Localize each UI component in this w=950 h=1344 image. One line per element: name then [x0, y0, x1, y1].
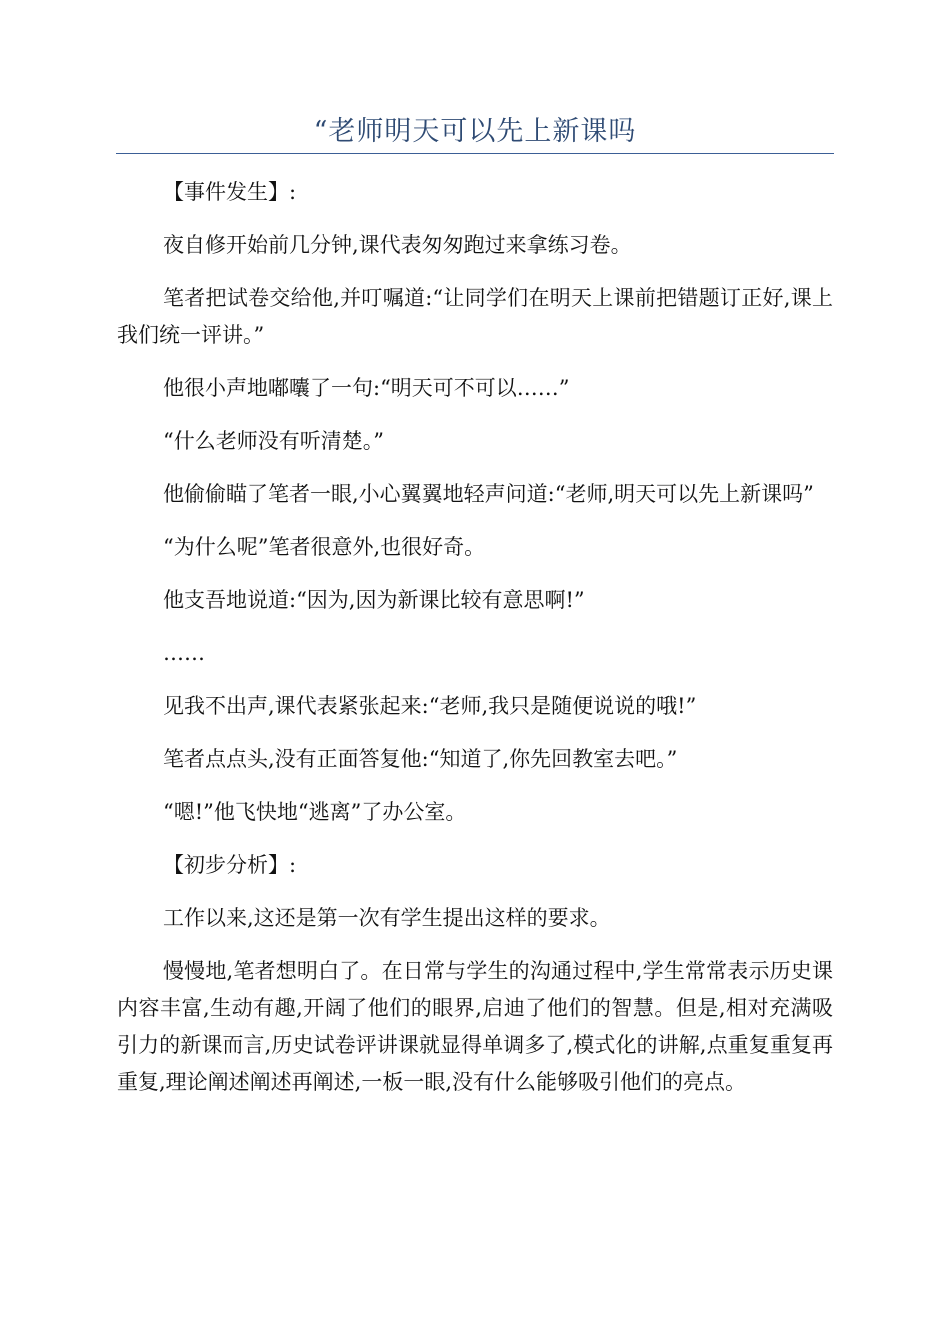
paragraph: 工作以来,这还是第一次有学生提出这样的要求。 [163, 906, 611, 930]
paragraph: 笔者点点头,没有正面答复他:“知道了,你先回教室去吧。” [163, 747, 678, 771]
paragraph: 他很小声地嘟囔了一句:“明天可不可以……” [163, 376, 570, 400]
paragraph: 【事件发生】: [163, 180, 297, 204]
paragraph: 他偷偷瞄了笔者一眼,小心翼翼地轻声问道:“老师,明天可以先上新课吗” [163, 482, 814, 506]
paragraph: “什么老师没有听清楚。” [163, 429, 384, 453]
paragraph: 夜自修开始前几分钟,课代表匆匆跑过来拿练习卷。 [163, 233, 632, 257]
paragraph: 他支吾地说道:“因为,因为新课比较有意思啊!” [163, 588, 585, 612]
paragraph: “为什么呢”笔者很意外,也很好奇。 [163, 535, 486, 559]
document-body [117, 174, 833, 1101]
paragraph: …… [163, 641, 205, 665]
paragraph: 慢慢地,笔者想明白了。在日常与学生的沟通过程中,学生常常表示历史课内容丰富,生动有趣,开阔了他们的眼界,启迪了他们的智慧。但是,相对充满吸引力的新课而言,历史试卷评讲课就显得单调多了,模式化的讲解,点重复重复再重复,理论阐述阐述再阐述,一板一眼,没有什么能够吸引他们的亮点。 [117, 959, 833, 1094]
paragraph: 笔者把试卷交给他,并叮嘱道:“让同学们在明天上课前把错题订正好,课上我们统一评讲。” [117, 286, 833, 347]
paragraph: 见我不出声,课代表紧张起来:“老师,我只是随便说说的哦!” [163, 694, 697, 718]
paragraph: 【初步分析】: [163, 853, 297, 877]
paragraph: “嗯!”他飞快地“逃离”了办公室。 [163, 800, 467, 824]
title-underline [116, 153, 834, 154]
document-title: “老师明天可以先上新课吗 [313, 116, 637, 147]
